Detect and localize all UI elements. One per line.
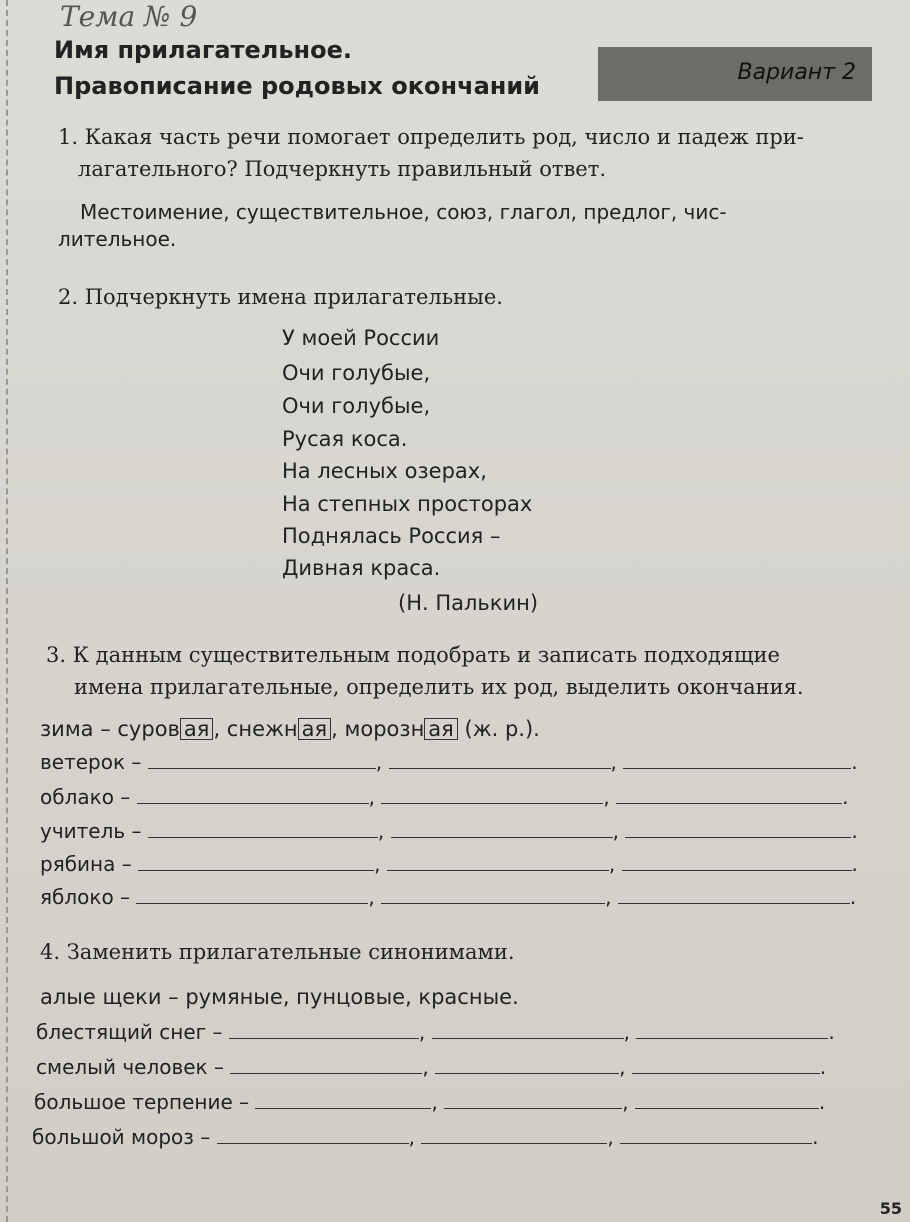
poem-line: Дивная краса. (282, 556, 441, 580)
answer-blank[interactable] (623, 750, 851, 769)
answer-blank[interactable] (435, 1055, 619, 1074)
page-title-line1: Имя прилагательное. (54, 36, 352, 64)
answer-blank[interactable] (625, 819, 851, 838)
row-noun: яблоко – (40, 885, 131, 909)
variant-label: Вариант 2 (737, 60, 856, 85)
example-ending-box: ая (424, 718, 458, 740)
answer-blank[interactable] (616, 785, 842, 804)
answer-blank[interactable] (432, 1020, 624, 1039)
answer-blank[interactable] (444, 1090, 622, 1109)
task1-question-line1: 1. Какая часть речи помогает определить род, число и падеж при- (58, 125, 804, 149)
example-stem: морозн (344, 717, 425, 741)
task3-row: рябина – , , . (40, 852, 858, 876)
poem-line: Русая коса. (282, 427, 408, 451)
row-phrase: смелый человек – (36, 1055, 224, 1079)
row-noun: облако – (40, 785, 131, 809)
answer-blank[interactable] (636, 1020, 828, 1039)
row-phrase: большое терпение – (34, 1090, 250, 1114)
task4-row: блестящий снег – , , . (36, 1020, 835, 1044)
answer-blank[interactable] (381, 785, 603, 804)
example-gender: (ж. р.). (464, 717, 540, 741)
task1-question-line2: лагательного? Подчеркнуть правильный ответ. (78, 157, 607, 181)
answer-blank[interactable] (381, 885, 605, 904)
poem-author: (Н. Палькин) (398, 591, 539, 615)
answer-blank[interactable] (229, 1020, 419, 1039)
task3-question-line1: 3. К данным существительным подобрать и записать подходящие (46, 643, 780, 667)
answer-blank[interactable] (136, 885, 368, 904)
answer-blank[interactable] (217, 1125, 409, 1144)
task4-row: смелый человек – , , . (36, 1055, 827, 1079)
answer-blank[interactable] (635, 1090, 819, 1109)
example-stem: суров (117, 717, 180, 741)
answer-blank[interactable] (148, 819, 378, 838)
page-edge-dashes (6, 0, 8, 1222)
task1-options-line1: Местоимение, существительное, союз, глагол, предлог, чис- (80, 200, 727, 224)
example-ending-box: ая (180, 718, 214, 740)
task3-row: яблоко – , , . (40, 885, 857, 909)
task3-row: учитель – , , . (40, 819, 858, 843)
example-ending-box: ая (298, 718, 332, 740)
answer-blank[interactable] (387, 852, 609, 871)
task4-question: 4. Заменить прилагательные синонимами. (40, 940, 515, 964)
answer-blank[interactable] (620, 1125, 812, 1144)
poem-line: На лесных озерах, (282, 459, 487, 483)
answer-blank[interactable] (137, 785, 369, 804)
task3-example: зима – суров ая , снежн ая , морозн ая (ж. р.). (40, 717, 540, 741)
task4-row: большой мороз – , , . (32, 1125, 819, 1149)
row-noun: учитель – (40, 819, 142, 843)
answer-blank[interactable] (421, 1125, 607, 1144)
task1-options-line2: лительное. (58, 227, 177, 251)
poem-line: Очи голубые, (282, 394, 431, 418)
row-phrase: блестящий снег – (36, 1020, 223, 1044)
task4-example: алые щеки – румяные, пунцовые, красные. (40, 985, 519, 1009)
answer-blank[interactable] (255, 1090, 431, 1109)
answer-blank[interactable] (148, 750, 376, 769)
task3-row: облако – , , . (40, 785, 849, 809)
poem-line: Поднялась Россия – (282, 524, 501, 548)
example-stem: снежн (226, 717, 298, 741)
poem-line: На степных просторах (282, 492, 533, 516)
row-phrase: большой мороз – (32, 1125, 211, 1149)
answer-blank[interactable] (632, 1055, 820, 1074)
page-number: 55 (879, 1199, 902, 1218)
poem-line: У моей России (282, 326, 440, 350)
row-noun: рябина – (40, 852, 132, 876)
answer-blank[interactable] (618, 885, 850, 904)
task3-question-line2: имена прилагательные, определить их род, выделить окончания. (74, 675, 804, 699)
task2-question: 2. Подчеркнуть имена прилагательные. (58, 285, 503, 309)
row-noun: ветерок – (40, 750, 142, 774)
example-noun: зима – (40, 717, 118, 741)
task3-row: ветерок – , , . (40, 750, 858, 774)
answer-blank[interactable] (230, 1055, 422, 1074)
task4-row: большое терпение – , , . (34, 1090, 826, 1114)
variant-badge (598, 47, 872, 101)
poem-line: Очи голубые, (282, 361, 431, 385)
answer-blank[interactable] (622, 852, 852, 871)
page-title-line2: Правописание родовых окончаний (54, 72, 540, 100)
answer-blank[interactable] (391, 819, 613, 838)
answer-blank[interactable] (389, 750, 611, 769)
topic-heading: Тема № 9 (60, 0, 198, 33)
answer-blank[interactable] (138, 852, 374, 871)
